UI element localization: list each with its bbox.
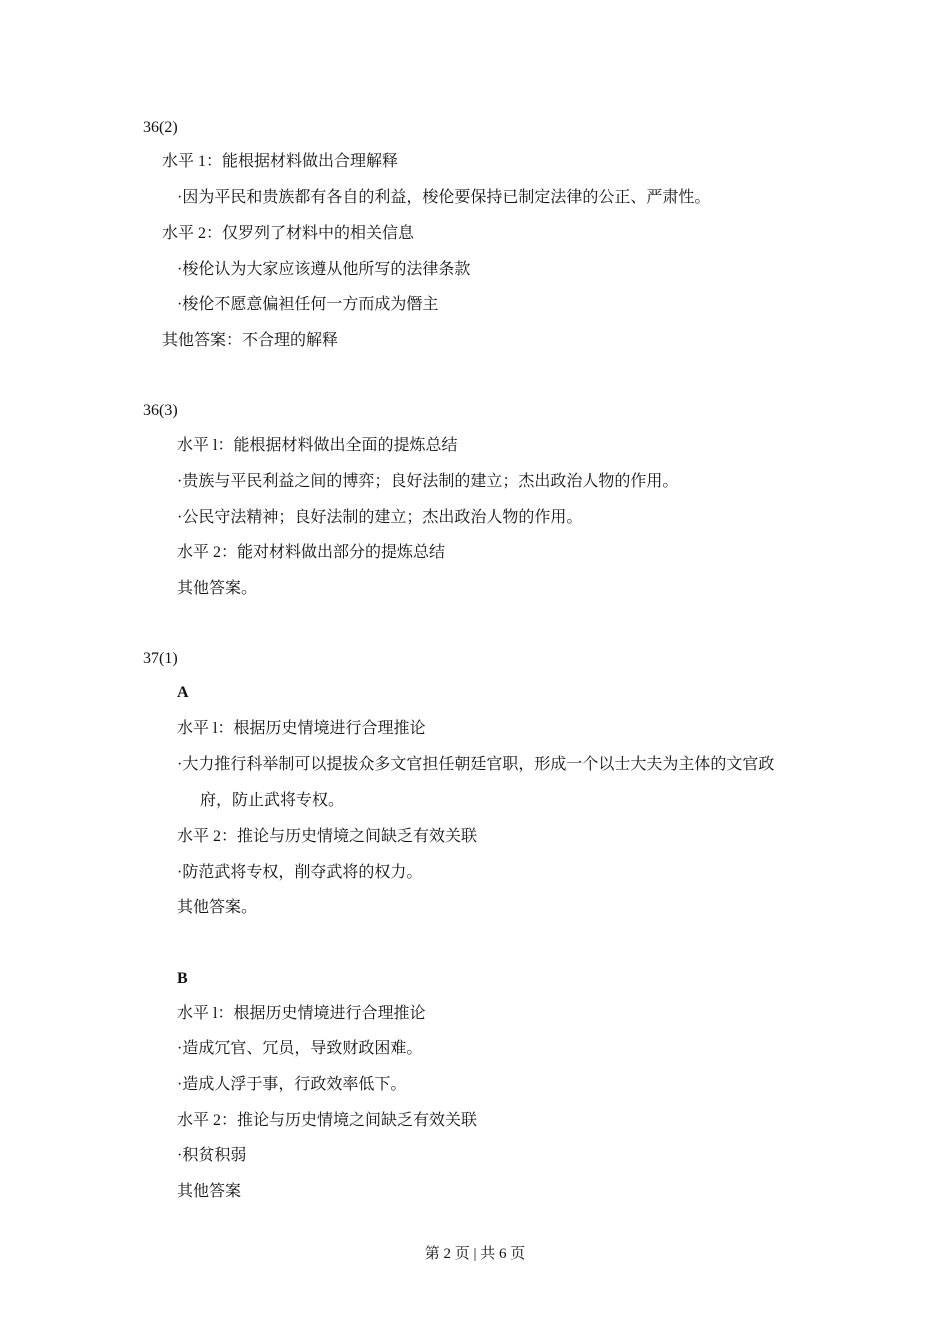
other-answers: 其他答案。 — [177, 899, 258, 916]
level-1-criterion: 水平 l：能根据材料做出全面的提炼总结 — [177, 437, 458, 454]
level-2-criterion: 水平 2：推论与历史情境之间缺乏有效关联 — [177, 1112, 478, 1129]
level-1-criterion: 水平 1：能根据材料做出合理解释 — [162, 153, 399, 170]
subsection-label-a: A — [177, 684, 189, 701]
answer-point: ·贵族与平民利益之间的博弈；良好法制的建立；杰出政治人物的作用。 — [177, 473, 679, 490]
level-2-criterion: 水平 2：推论与历史情境之间缺乏有效关联 — [177, 828, 478, 845]
answer-point: ·大力推行科举制可以提拔众多文官担任朝廷官职，形成一个以士大夫为主体的文官政 — [177, 756, 775, 773]
level-1-criterion: 水平 l：根据历史情境进行合理推论 — [177, 1005, 426, 1022]
answer-point: ·梭伦不愿意偏袒任何一方而成为僭主 — [177, 296, 439, 313]
subsection-label-b: B — [177, 970, 188, 987]
other-answers: 其他答案。 — [177, 580, 258, 597]
page-footer: 第 2 页 | 共 6 页 — [424, 1246, 526, 1262]
answer-point: ·造成冗官、冗员，导致财政困难。 — [177, 1040, 423, 1057]
section-heading-37-1: 37(1) — [143, 650, 178, 667]
other-answers: 其他答案 — [177, 1183, 242, 1200]
answer-point: ·防范武将专权，削夺武将的权力。 — [177, 864, 423, 881]
answer-point: ·梭伦认为大家应该遵从他所写的法律条款 — [177, 261, 471, 278]
answer-point: ·公民守法精神；良好法制的建立；杰出政治人物的作用。 — [177, 509, 583, 526]
level-1-criterion: 水平 l：根据历史情境进行合理推论 — [177, 720, 426, 737]
section-heading-36-2: 36(2) — [143, 119, 178, 136]
answer-point: ·造成人浮于事，行政效率低下。 — [177, 1076, 407, 1093]
other-answers: 其他答案：不合理的解释 — [162, 332, 339, 349]
section-heading-36-3: 36(3) — [143, 402, 178, 419]
answer-point-continuation: 府，防止武将专权。 — [200, 792, 345, 809]
level-2-criterion: 水平 2：能对材料做出部分的提炼总结 — [177, 544, 446, 561]
level-2-criterion: 水平 2：仅罗列了材料中的相关信息 — [162, 225, 415, 242]
answer-point: ·积贫积弱 — [177, 1147, 247, 1164]
answer-point: ·因为平民和贵族都有各自的利益，梭伦要保持已制定法律的公正、严肃性。 — [177, 189, 711, 206]
